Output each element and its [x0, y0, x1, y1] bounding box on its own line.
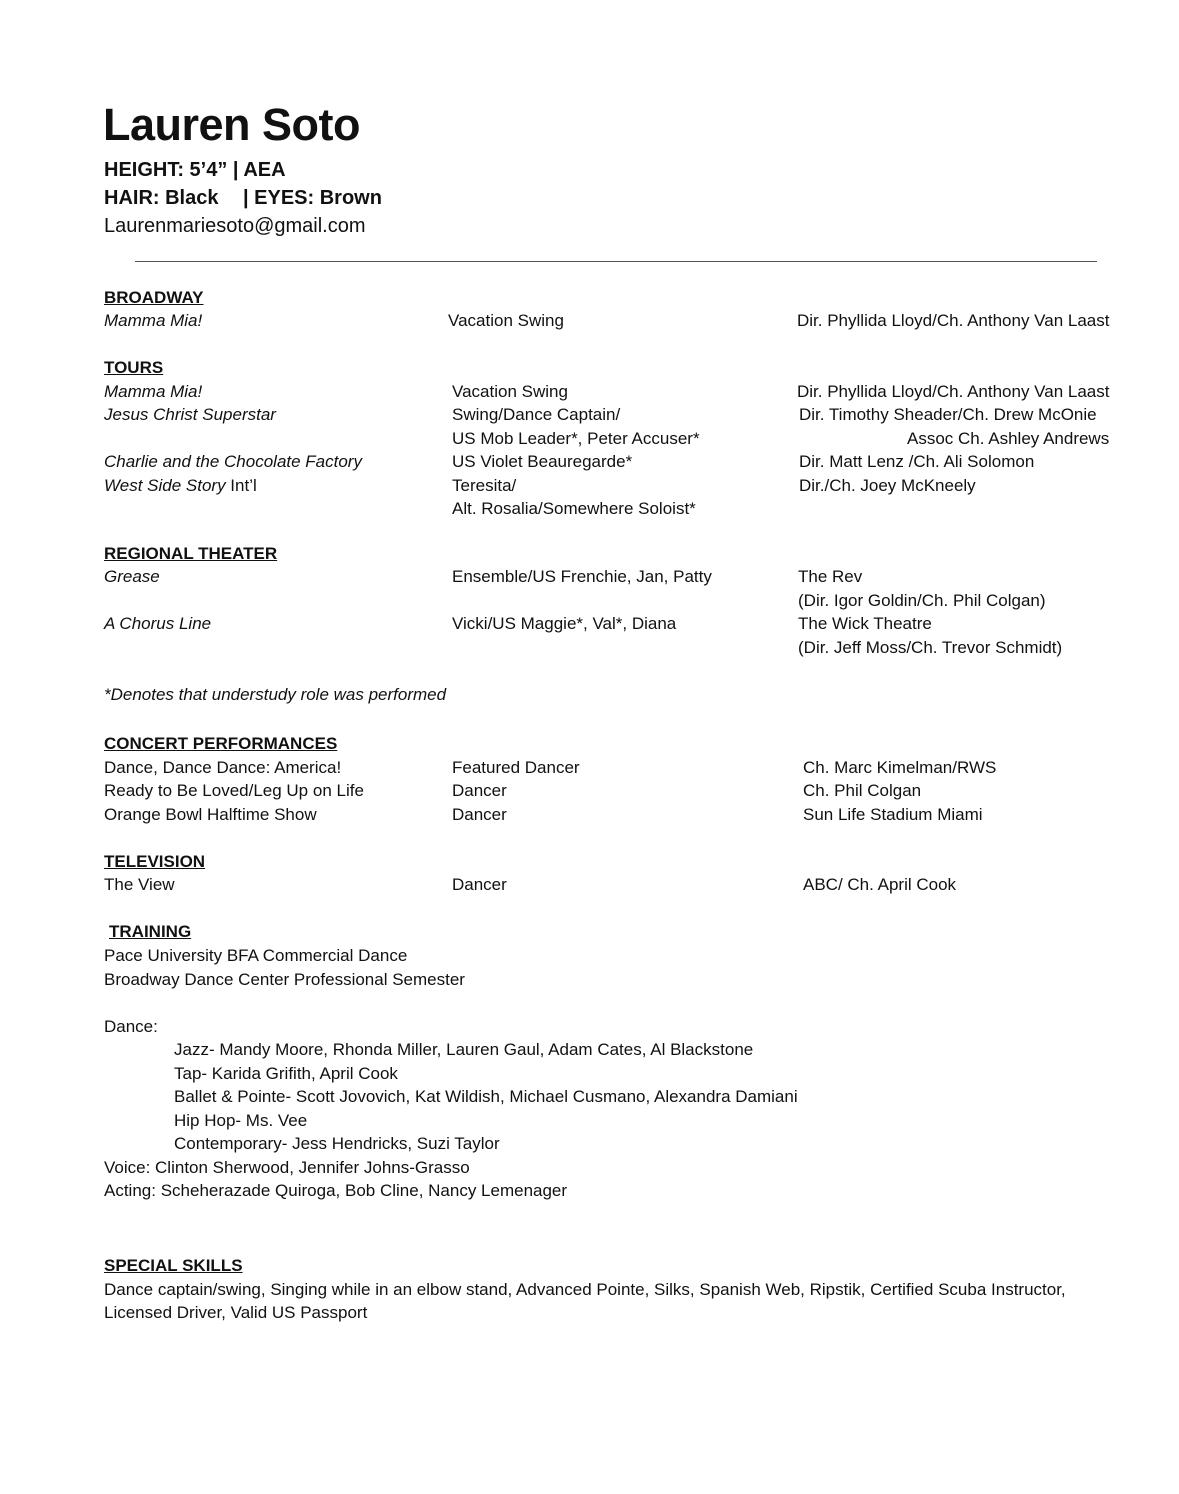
understudy-note: *Denotes that understudy role was performed [104, 685, 447, 704]
dance-teacher-line: Jazz- Mandy Moore, Rhonda Miller, Lauren Gaul, Adam Cates, Al Blackstone [174, 1040, 754, 1059]
height-union-line: HEIGHT: 5’4” | AEA [104, 159, 286, 181]
credit-role: Dancer [452, 875, 507, 894]
credit-show: Jesus Christ Superstar [104, 405, 276, 424]
section-heading-concerts: CONCERT PERFORMANCES [104, 734, 338, 753]
credit-role: Vacation Swing [452, 382, 568, 401]
section-heading-broadway: BROADWAY [104, 288, 204, 307]
credit-director: Dir. Phyllida Lloyd/Ch. Anthony Van Laast [797, 382, 1110, 401]
voice-training: Voice: Clinton Sherwood, Jennifer Johns-Grasso [104, 1158, 470, 1177]
email-address[interactable]: Laurenmariesoto@gmail.com [104, 215, 366, 237]
credit-director: Ch. Phil Colgan [803, 781, 922, 800]
credit-role: Swing/Dance Captain/ [452, 405, 621, 424]
section-heading-tours: TOURS [104, 358, 164, 377]
credit-role: Ensemble/US Frenchie, Jan, Patty [452, 567, 712, 586]
dance-teacher-line: Ballet & Pointe- Scott Jovovich, Kat Wildish, Michael Cusmano, Alexandra Damiani [174, 1087, 798, 1106]
credit-director: (Dir. Jeff Moss/Ch. Trevor Schmidt) [798, 638, 1063, 657]
credit-show-suffix: Int’l [225, 476, 257, 495]
credit-show: Orange Bowl Halftime Show [104, 805, 317, 824]
credit-show: Mamma Mia! [104, 311, 203, 330]
skills-line: Licensed Driver, Valid US Passport [104, 1303, 368, 1322]
credit-director: Ch. Marc Kimelman/RWS [803, 758, 997, 777]
credit-show: Grease [104, 567, 160, 586]
header-divider [135, 261, 1097, 262]
training-school: Broadway Dance Center Professional Semester [104, 970, 465, 989]
credit-director: Dir./Ch. Joey McKneely [799, 476, 976, 495]
dance-teacher-line: Hip Hop- Ms. Vee [174, 1111, 308, 1130]
section-heading-training: TRAINING [109, 922, 192, 941]
credit-show: Ready to Be Loved/Leg Up on Life [104, 781, 364, 800]
credit-show: West Side Story [104, 476, 226, 495]
credit-show: Mamma Mia! [104, 382, 203, 401]
credit-role: Featured Dancer [452, 758, 580, 777]
credit-role-continued: Alt. Rosalia/Somewhere Soloist* [452, 499, 696, 518]
credit-role: Vicki/US Maggie*, Val*, Diana [452, 614, 677, 633]
credit-director: (Dir. Igor Goldin/Ch. Phil Colgan) [798, 591, 1046, 610]
credit-director-continued: Assoc Ch. Ashley Andrews [907, 429, 1110, 448]
credit-show: Dance, Dance Dance: America! [104, 758, 342, 777]
dance-teacher-line: Contemporary- Jess Hendricks, Suzi Taylor [174, 1134, 500, 1153]
credit-role: Dancer [452, 805, 507, 824]
credit-director: Dir. Phyllida Lloyd/Ch. Anthony Van Laast [797, 311, 1110, 330]
credit-director: Dir. Matt Lenz /Ch. Ali Solomon [799, 452, 1035, 471]
credit-director: Dir. Timothy Sheader/Ch. Drew McOnie [799, 405, 1097, 424]
credit-director: ABC/ Ch. April Cook [803, 875, 957, 894]
credit-role: US Violet Beauregarde* [452, 452, 633, 471]
dance-training-label: Dance: [104, 1017, 158, 1036]
section-heading-television: TELEVISION [104, 852, 206, 871]
credit-role: Dancer [452, 781, 507, 800]
section-heading-regional: REGIONAL THEATER [104, 544, 278, 563]
credit-venue: The Rev [798, 567, 863, 586]
dance-teacher-line: Tap- Karida Grifith, April Cook [174, 1064, 398, 1083]
credit-show: Charlie and the Chocolate Factory [104, 452, 362, 471]
credit-venue: Sun Life Stadium Miami [803, 805, 983, 824]
credit-venue: The Wick Theatre [798, 614, 932, 633]
training-school: Pace University BFA Commercial Dance [104, 946, 408, 965]
hair-color: HAIR: Black [104, 187, 219, 209]
credit-role-continued: US Mob Leader*, Peter Accuser* [452, 429, 700, 448]
eye-color: | EYES: Brown [243, 187, 382, 209]
credit-show: A Chorus Line [104, 614, 212, 633]
skills-line: Dance captain/swing, Singing while in an elbow stand, Advanced Pointe, Silks, Spanish Web, Ripstik, Certified Scuba Instructor, [104, 1280, 1066, 1299]
credit-show: The View [104, 875, 175, 894]
performer-name: Lauren Soto [103, 99, 361, 150]
credit-role: Vacation Swing [448, 311, 564, 330]
acting-training: Acting: Scheherazade Quiroga, Bob Cline, Nancy Lemenager [104, 1181, 568, 1200]
section-heading-skills: SPECIAL SKILLS [104, 1256, 243, 1275]
credit-show-line [104, 474, 257, 497]
credit-role: Teresita/ [452, 476, 517, 495]
